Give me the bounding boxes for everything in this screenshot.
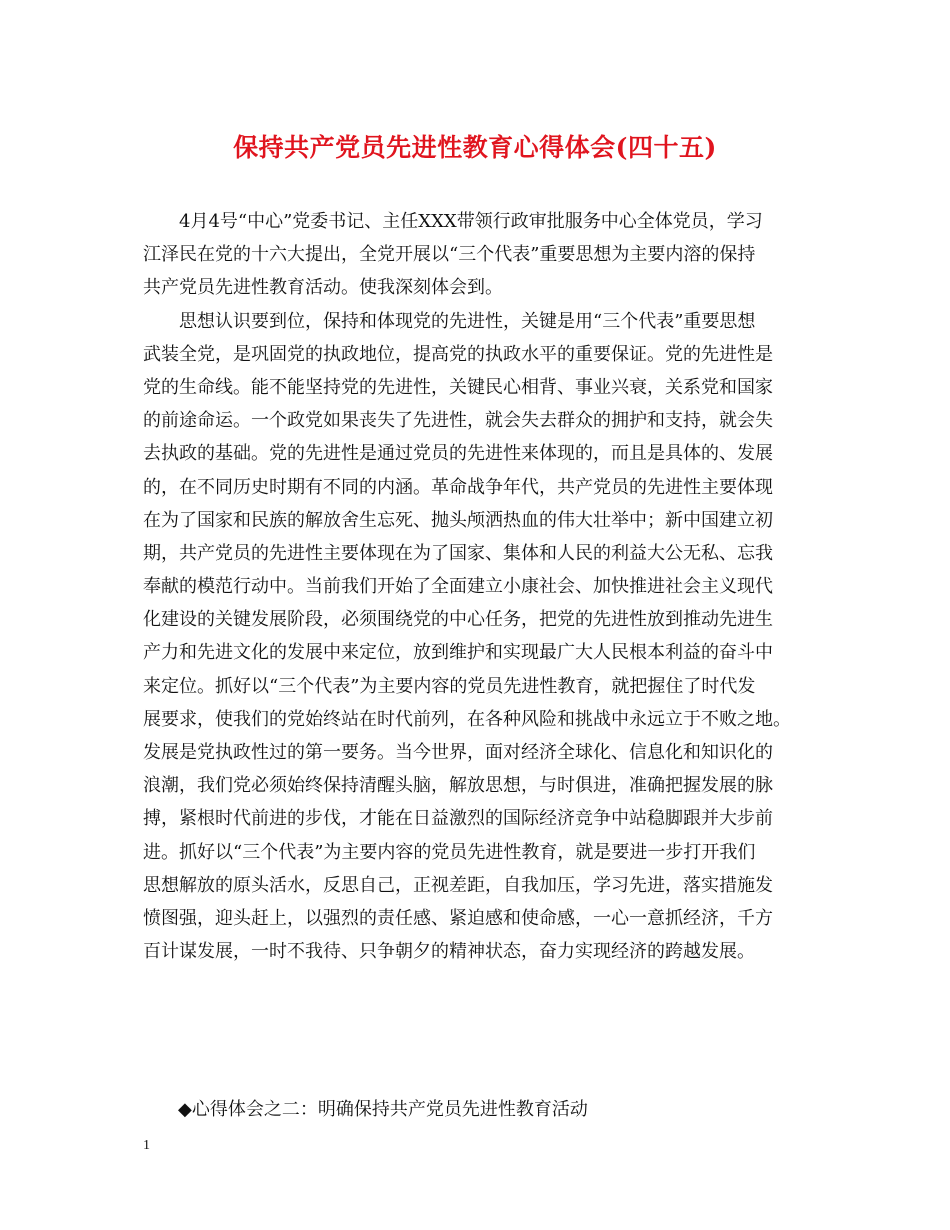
- page-number: 1: [143, 1138, 150, 1153]
- paragraph-line: 百计谋发展，一时不我待、只争朝夕的精神状态，奋力实现经济的跨越发展。: [143, 941, 755, 963]
- paragraph-line: 期，共产党员的先进性主要体现在为了国家、集体和人民的利益大公无私、忘我: [143, 542, 773, 564]
- body-text: [143, 205, 815, 968]
- paragraph-line: 4月4号“中心”党委书记、主任XXX带领行政审批服务中心全体党员，学习: [179, 211, 763, 232]
- paragraph-line: 搏，紧根时代前进的步伐，才能在日益激烈的国际经济竞争中站稳脚跟并大步前: [143, 808, 773, 830]
- paragraph-line: 来定位。抓好以“三个代表”为主要内容的党员先进性教育，就把握住了时代发: [143, 675, 756, 697]
- paragraph-line: 江泽民在党的十六大提出，全党开展以“三个代表”重要思想为主要内溶的保持: [143, 244, 756, 266]
- paragraph-line: 展要求，使我们的党始终站在时代前列，在各种风险和挑战中永远立于不败之地。: [143, 708, 791, 730]
- paragraph-line: 的前途命运。一个政党如果丧失了先进性，就会失去群众的拥护和支持，就会失: [143, 410, 773, 432]
- paragraph-line: 去执政的基础。党的先进性是通过党员的先进性来体现的，而且是具体的、发展: [143, 443, 773, 465]
- paragraph-line: 思想认识要到位，保持和体现党的先进性，关键是用“三个代表”重要思想: [179, 310, 756, 332]
- paragraph-line: 奉献的模范行动中。当前我们开始了全面建立小康社会、加快推进社会主义现代: [143, 576, 773, 598]
- paragraph-line: 党的生命线。能不能坚持党的先进性，关键民心相背、事业兴衰，关系党和国家: [143, 376, 773, 398]
- paragraph-line: 浪潮，我们党必须始终保持清醒头脑，解放思想，与时俱进，准确把握发展的脉: [143, 775, 773, 797]
- paragraph-line: 进。抓好以“三个代表”为主要内容的党员先进性教育，就是要进一步打开我们: [143, 841, 756, 863]
- paragraph-line: 思想解放的原头活水，反思自己，正视差距，自我加压，学习先进，落实措施发: [143, 874, 773, 896]
- paragraph-line: 愤图强，迎头赶上，以强烈的责任感、紧迫感和使命感，一心一意抓经济，千方: [143, 907, 773, 929]
- paragraph-line: 发展是党执政性过的第一要务。当今世界，面对经济全球化、信息化和知识化的: [143, 742, 773, 763]
- paragraph-line: 的，在不同历史时期有不同的内涵。革命战争年代，共产党员的先进性主要体现: [143, 476, 773, 498]
- paragraph-line: 共产党员先进性教育活动。使我深刻体会到。: [143, 277, 503, 299]
- document-title: 保持共产党员先进性教育心得体会(四十五): [233, 133, 717, 162]
- section-subheading: ◆心得体会之二：明确保持共产党员先进性教育活动: [178, 1099, 588, 1120]
- paragraph-line: 产力和先进文化的发展中来定位，放到维护和实现最广大人民根本利益的奋斗中: [143, 642, 773, 664]
- paragraph-line: 化建设的关键发展阶段，必须围绕党的中心任务，把党的先进性放到推动先进生: [143, 609, 773, 631]
- paragraph-line: 在为了国家和民族的解放舍生忘死、抛头颅洒热血的伟大壮举中；新中国建立初: [143, 509, 773, 531]
- paragraph-line: 武装全党，是巩固党的执政地位，提高党的执政水平的重要保证。党的先进性是: [143, 343, 773, 365]
